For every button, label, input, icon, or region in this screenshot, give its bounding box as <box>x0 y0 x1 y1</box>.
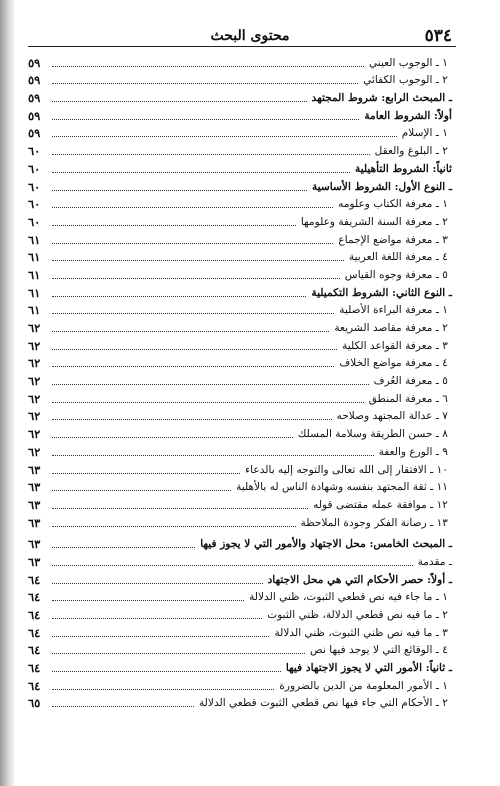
toc-entry-title: ٢ ـ معرفة مقاصد الشريعة <box>334 322 448 334</box>
dot-leader <box>52 652 305 654</box>
toc-entry-page: ٥٩ <box>28 73 41 88</box>
toc-entry-page: ٦٢ <box>28 338 41 353</box>
toc-entry-title: ٤ ـ معرفة اللغة العربية <box>348 251 448 264</box>
toc-entry-title: ١ ـ ما جاء فيه نص قطعي الثبوت، ظني الدلالة <box>249 591 448 604</box>
toc-entry-page: ٦٠ <box>28 214 41 229</box>
dot-leader <box>52 189 307 191</box>
dot-leader <box>52 436 293 438</box>
dot-leader <box>52 365 334 367</box>
toc-entry-page: ٦٣ <box>28 462 41 477</box>
toc-entry-title: ٨ ـ حسن الطريقة وسلامة المسلك <box>297 428 448 441</box>
toc-entry-title: ٥ ـ معرفة العُرف <box>373 375 448 388</box>
toc-entry-page: ٦٤ <box>28 661 41 676</box>
toc-entry-title: ـ النوع الثاني: الشروط التكميلية <box>311 286 452 299</box>
toc-entry-page: ٦٢ <box>28 391 41 406</box>
toc-entry <box>28 300 452 318</box>
toc-entry-title: ١٣ ـ رصانة الفكر وجودة الملاحظة <box>300 516 448 529</box>
toc-entry-title: ٢ ـ ما فيه نص قطعي الدلالة، ظني الثبوت <box>267 609 448 621</box>
toc-entry <box>28 264 452 282</box>
dot-leader <box>52 242 333 244</box>
toc-entry <box>28 335 452 353</box>
dot-leader <box>52 153 370 155</box>
dot-leader <box>52 454 374 456</box>
toc-entry <box>28 70 452 88</box>
toc-entry-page: ٦٣ <box>28 480 41 495</box>
toc-entry <box>28 459 452 477</box>
toc-entry <box>28 423 452 441</box>
toc-entry <box>28 247 452 265</box>
toc-entry <box>28 194 452 212</box>
dot-leader <box>52 472 240 474</box>
toc-entry-page: ٦٤ <box>28 678 41 693</box>
toc-entry-page: ٥٩ <box>28 91 41 106</box>
dot-leader <box>52 564 413 566</box>
dot-leader <box>52 65 364 67</box>
toc-entry <box>28 512 452 530</box>
toc-entry <box>28 675 452 693</box>
toc-entry-page: ٦٤ <box>28 608 41 622</box>
toc-entry <box>28 406 452 424</box>
toc-entry-page: ٦١ <box>28 285 41 300</box>
toc-entry-title: ١١ ـ ثقة المجتهد بنفسه وشهادة الناس له بالأهلية <box>236 481 448 494</box>
toc-entry <box>28 52 452 70</box>
dot-leader <box>52 383 369 385</box>
toc-entry-page: ٦٣ <box>28 554 41 569</box>
toc-entry-title: ١ ـ معرفة الكتاب وعلومه <box>338 198 448 211</box>
scan-binding-edge <box>0 0 14 786</box>
toc-entry-title: ـ أولاً: حصر الأحكام التي هي محل الاجتهاد <box>267 573 452 586</box>
toc-entry <box>28 282 452 300</box>
toc-entry-page: ٦٢ <box>28 444 41 459</box>
toc-entry-page: ٦١ <box>28 267 41 282</box>
toc-entry-page: ٦٤ <box>28 572 41 587</box>
toc-entry <box>28 441 452 459</box>
toc-entry-title: ـ المبحث الخامس: محل الاجتهاد والأمور التي لا يجوز فيها <box>200 538 452 551</box>
toc-entry-title: ٢ ـ البلوغ والعقل <box>374 145 448 158</box>
toc-entry-title: ثانياً: الشروط التأهيلية <box>355 162 452 175</box>
dot-leader <box>52 206 333 208</box>
toc-entry-page: ٦٣ <box>28 515 41 530</box>
toc-entry <box>28 229 452 247</box>
toc-entry-page: ٦٤ <box>28 643 41 658</box>
toc-entry-title: ـ مقدمة <box>417 555 452 568</box>
dot-leader <box>52 277 340 279</box>
table-of-contents <box>28 52 452 710</box>
toc-entry <box>28 551 452 569</box>
toc-entry-page: ٥٩ <box>28 55 41 70</box>
dot-leader <box>52 599 244 601</box>
dot-leader <box>52 489 231 491</box>
dot-leader <box>52 418 332 420</box>
toc-entry-title: ٥ ـ معرفة وجوه القياس <box>344 268 448 281</box>
toc-entry-title: ١ ـ الوجوب العيني <box>368 56 448 69</box>
toc-entry-title: ١ ـ الإسلام <box>401 127 448 140</box>
toc-entry-page: ٦١ <box>28 250 41 265</box>
toc-entry <box>28 317 452 335</box>
dot-leader <box>52 348 337 350</box>
dot-leader <box>52 135 397 137</box>
dot-leader <box>52 118 359 120</box>
toc-entry-page: ٥٩ <box>28 126 41 141</box>
dot-leader <box>52 705 194 707</box>
toc-entry-page: ٥٩ <box>28 108 41 123</box>
toc-entry-title: ٤ ـ معرفة مواضع الخلاف <box>339 357 448 370</box>
toc-entry <box>28 693 452 711</box>
toc-entry-title: ٧ ـ عدالة المجتهد وصلاحه <box>336 410 448 423</box>
toc-entry-title: ـ ثانياً: الأمور التي لا يجوز الاجتهاد فيها <box>285 662 452 675</box>
dot-leader <box>52 617 262 619</box>
toc-entry <box>28 353 452 371</box>
toc-entry-title: ٢ ـ معرفة السنة الشريفة وعلومها <box>300 215 448 228</box>
dot-leader <box>52 525 296 527</box>
toc-entry-page: ٦٠ <box>28 161 41 176</box>
toc-entry-page: ٦٠ <box>28 179 41 194</box>
dot-leader <box>52 171 350 173</box>
toc-entry-title: ١ ـ معرفة البراءة الأصلية <box>339 304 448 317</box>
toc-entry <box>28 211 452 229</box>
toc-entry-page: ٦١ <box>28 232 41 247</box>
dot-leader <box>52 401 364 403</box>
toc-entry-title: ١٢ ـ موافقة عمله مقتضى قوله <box>313 498 448 511</box>
toc-entry-title: ٣ ـ معرفة مواضع الإجماع <box>338 233 448 246</box>
toc-entry-title: ٤ ـ الوقائع التي لا يوجد فيها نص <box>310 644 448 657</box>
toc-entry-title: ٩ ـ الورع والعفة <box>378 445 448 458</box>
toc-entry-title: ٢ ـ الأحكام التي جاء فيها نص قطعي الثبوت قطعي الدلالة <box>199 697 448 710</box>
toc-entry-page: ٦٠ <box>28 144 41 159</box>
dot-leader <box>52 312 334 314</box>
toc-entry-title: ٢ ـ الوجوب الكفائي <box>363 74 448 87</box>
toc-entry-title: ٣ ـ معرفة القواعد الكلية <box>342 339 448 352</box>
toc-entry <box>28 105 452 123</box>
dot-leader <box>52 259 344 261</box>
toc-entry-page: ٦١ <box>28 303 41 318</box>
toc-entry-page: ٦٤ <box>28 590 41 605</box>
dot-leader <box>52 688 274 690</box>
dot-leader <box>52 635 269 637</box>
toc-entry <box>28 370 452 388</box>
toc-entry <box>28 176 452 194</box>
dot-leader <box>52 546 195 548</box>
toc-entry-page: ٦٢ <box>28 321 41 335</box>
toc-entry-title: ـ المبحث الرابع: شروط المجتهد <box>311 92 452 105</box>
toc-entry <box>28 569 452 587</box>
toc-entry-page: ٦٢ <box>28 374 41 389</box>
toc-entry <box>28 158 452 176</box>
dot-leader <box>52 82 358 84</box>
dot-leader <box>52 670 281 672</box>
toc-entry <box>28 477 452 495</box>
dot-leader <box>52 224 296 226</box>
toc-entry <box>28 604 452 622</box>
toc-entry-title: ٣ ـ ما فيه نص ظني الثبوت، ظني الدلالة <box>274 626 448 639</box>
toc-entry <box>28 140 452 158</box>
toc-entry-title: ١ ـ الأمور المعلومة من الدين بالضرورة <box>279 679 448 692</box>
toc-entry-page: ٦٣ <box>28 537 41 552</box>
dot-leader <box>52 100 307 102</box>
toc-entry-page: ٦٠ <box>28 197 41 212</box>
page-number: ٥٣٤ <box>424 26 452 46</box>
toc-entry <box>28 534 452 552</box>
toc-entry-title: ـ النوع الأول: الشروط الأساسية <box>312 180 452 193</box>
toc-entry-title: ١٠ ـ الافتقار إلى الله تعالى والتوجه إليه بالدعاء <box>245 463 448 476</box>
toc-entry <box>28 123 452 141</box>
toc-entry <box>28 494 452 512</box>
toc-entry-page: ٦٢ <box>28 409 41 424</box>
dot-leader <box>52 507 308 509</box>
toc-entry-title: أولاً: الشروط العامة <box>364 109 452 122</box>
running-title: محتوى البحث <box>210 28 290 44</box>
toc-entry <box>28 87 452 105</box>
toc-entry-title: ٦ ـ معرفة المنطق <box>368 392 448 405</box>
toc-entry <box>28 388 452 406</box>
toc-entry-page: ٦٢ <box>28 356 41 371</box>
header-rule <box>28 46 456 47</box>
toc-entry <box>28 622 452 640</box>
toc-entry <box>28 587 452 605</box>
dot-leader <box>52 582 263 584</box>
toc-entry-page: ٦٤ <box>28 625 41 640</box>
toc-entry-page: ٦٥ <box>28 696 41 711</box>
dot-leader <box>52 295 306 297</box>
dot-leader <box>52 330 329 332</box>
toc-entry <box>28 657 452 675</box>
page-header <box>0 26 500 48</box>
toc-entry <box>28 640 452 658</box>
toc-entry-page: ٦٢ <box>28 427 41 442</box>
toc-entry-page: ٦٣ <box>28 497 41 512</box>
